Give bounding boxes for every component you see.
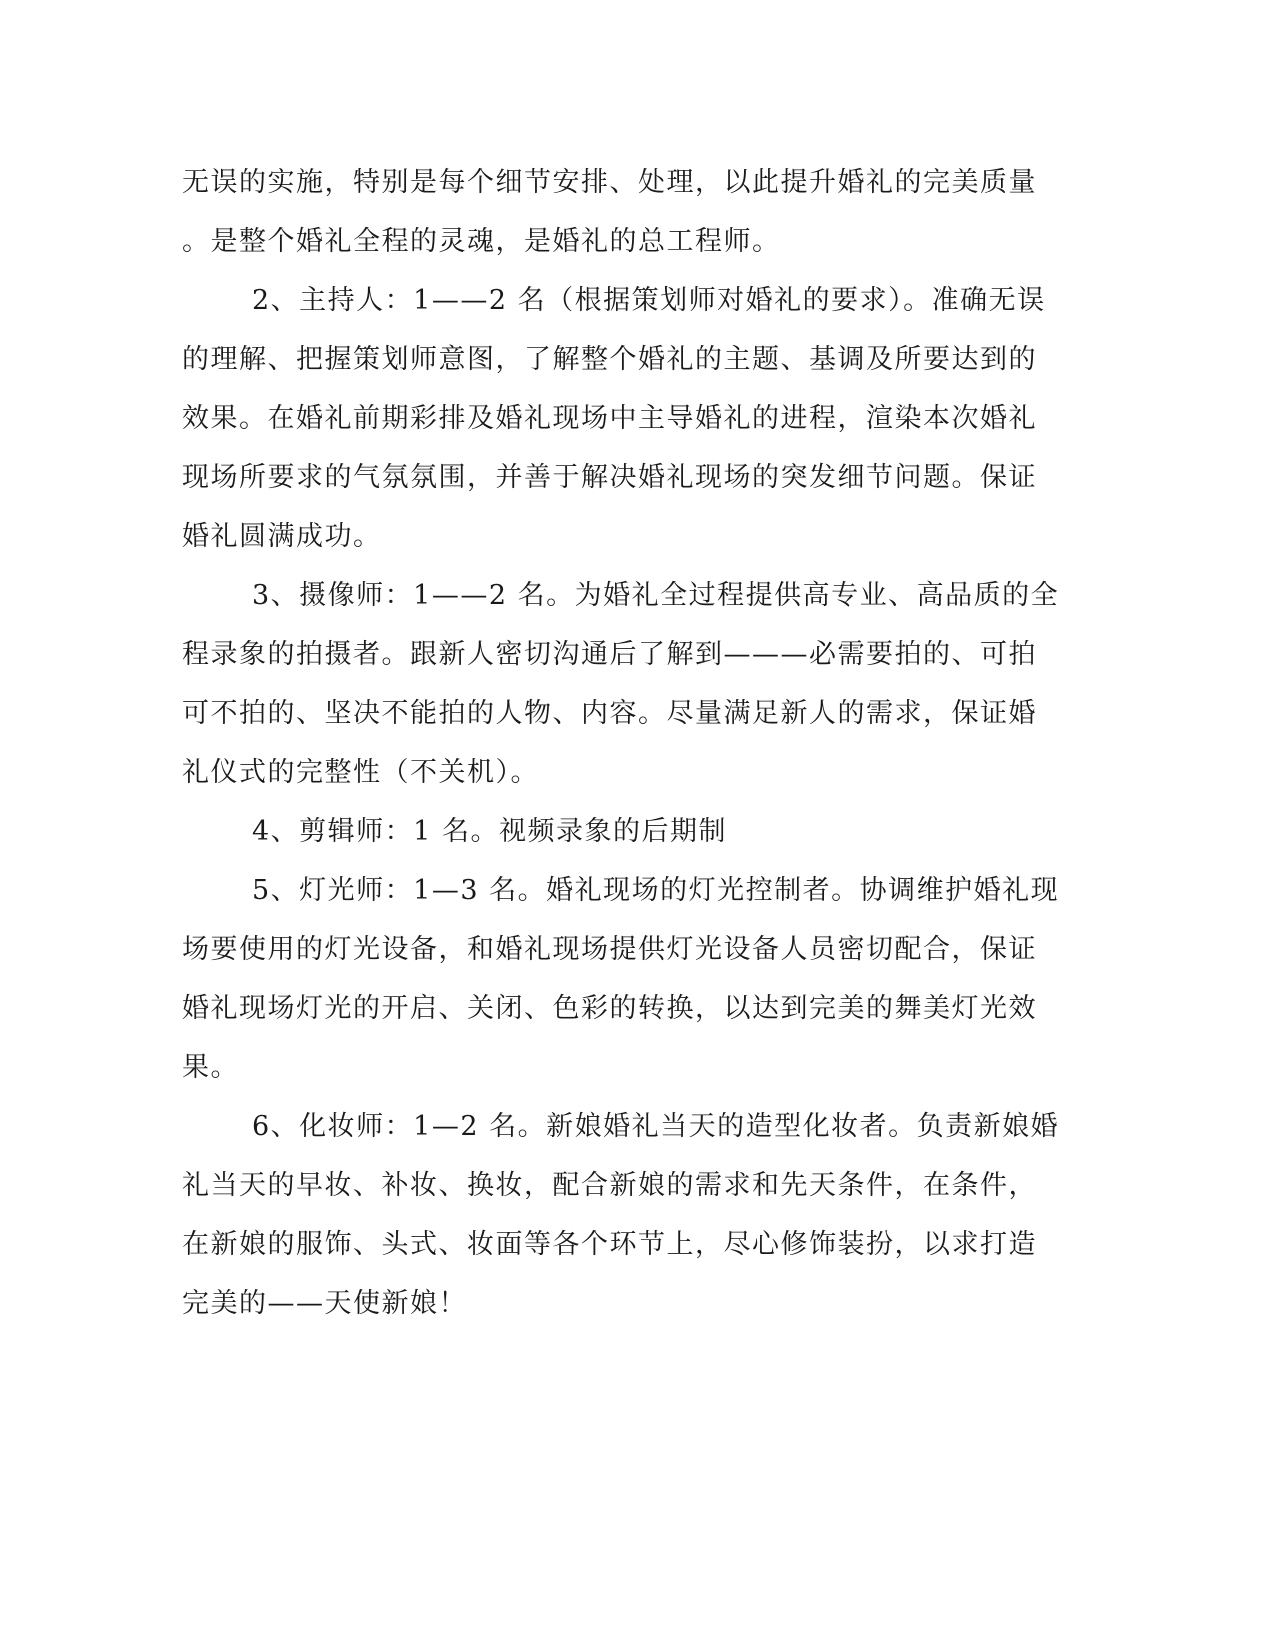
paragraph-editor — [182, 812, 1022, 871]
text-line: 程录象的拍摄者。跟新人密切沟通后了解到———必需要拍的、可拍 — [182, 639, 1037, 670]
text-line: 在新娘的服饰、头式、妆面等各个环节上，尽心修饰装扮，以求打造 — [182, 1229, 1037, 1260]
text-line: 婚礼现场灯光的开启、关闭、色彩的转换，以达到完美的舞美灯光效 — [182, 993, 1037, 1024]
paragraph-makeup — [182, 1107, 1060, 1343]
text-line: 婚礼圆满成功。 — [182, 521, 382, 552]
text-line: 果。 — [182, 1052, 239, 1083]
text-line: 的理解、把握策划师意图，了解整个婚礼的主题、基调及所要达到的 — [182, 344, 1037, 375]
text-line: 完美的——天使新娘！ — [182, 1288, 467, 1319]
text-line: 礼当天的早妆、补妆、换妆，配合新娘的需求和先天条件，在条件， — [182, 1170, 1037, 1201]
paragraph-lighting — [182, 871, 1060, 1107]
text-line: 效果。在婚礼前期彩排及婚礼现场中主导婚礼的进程，渲染本次婚礼 — [182, 403, 1037, 434]
text-line: 无误的实施，特别是每个细节安排、处理，以此提升婚礼的完美质量 — [182, 167, 1037, 198]
text-line: 6、化妆师：1—2 名。新娘婚礼当天的造型化妆者。负责新娘婚 — [252, 1111, 1060, 1142]
paragraph-videographer — [182, 576, 1060, 812]
text-line: 4、剪辑师：1 名。视频录象的后期制 — [252, 816, 727, 847]
text-line: 。是整个婚礼全程的灵魂，是婚礼的总工程师。 — [182, 226, 781, 257]
text-line: 5、灯光师：1—3 名。婚礼现场的灯光控制者。协调维护婚礼现 — [252, 875, 1060, 906]
text-line: 2、主持人：1——2 名（根据策划师对婚礼的要求）。准确无误 — [252, 285, 1046, 316]
paragraph-continuation — [182, 163, 1037, 281]
paragraph-host — [182, 281, 1046, 576]
text-line: 礼仪式的完整性（不关机）。 — [182, 757, 539, 788]
document-body — [182, 163, 1060, 1343]
text-line: 可不拍的、坚决不能拍的人物、内容。尽量满足新人的需求，保证婚 — [182, 698, 1037, 729]
text-line: 场要使用的灯光设备，和婚礼现场提供灯光设备人员密切配合，保证 — [182, 934, 1037, 965]
text-line: 现场所要求的气氛氛围，并善于解决婚礼现场的突发细节问题。保证 — [182, 462, 1037, 493]
text-line: 3、摄像师：1——2 名。为婚礼全过程提供高专业、高品质的全 — [252, 580, 1060, 611]
